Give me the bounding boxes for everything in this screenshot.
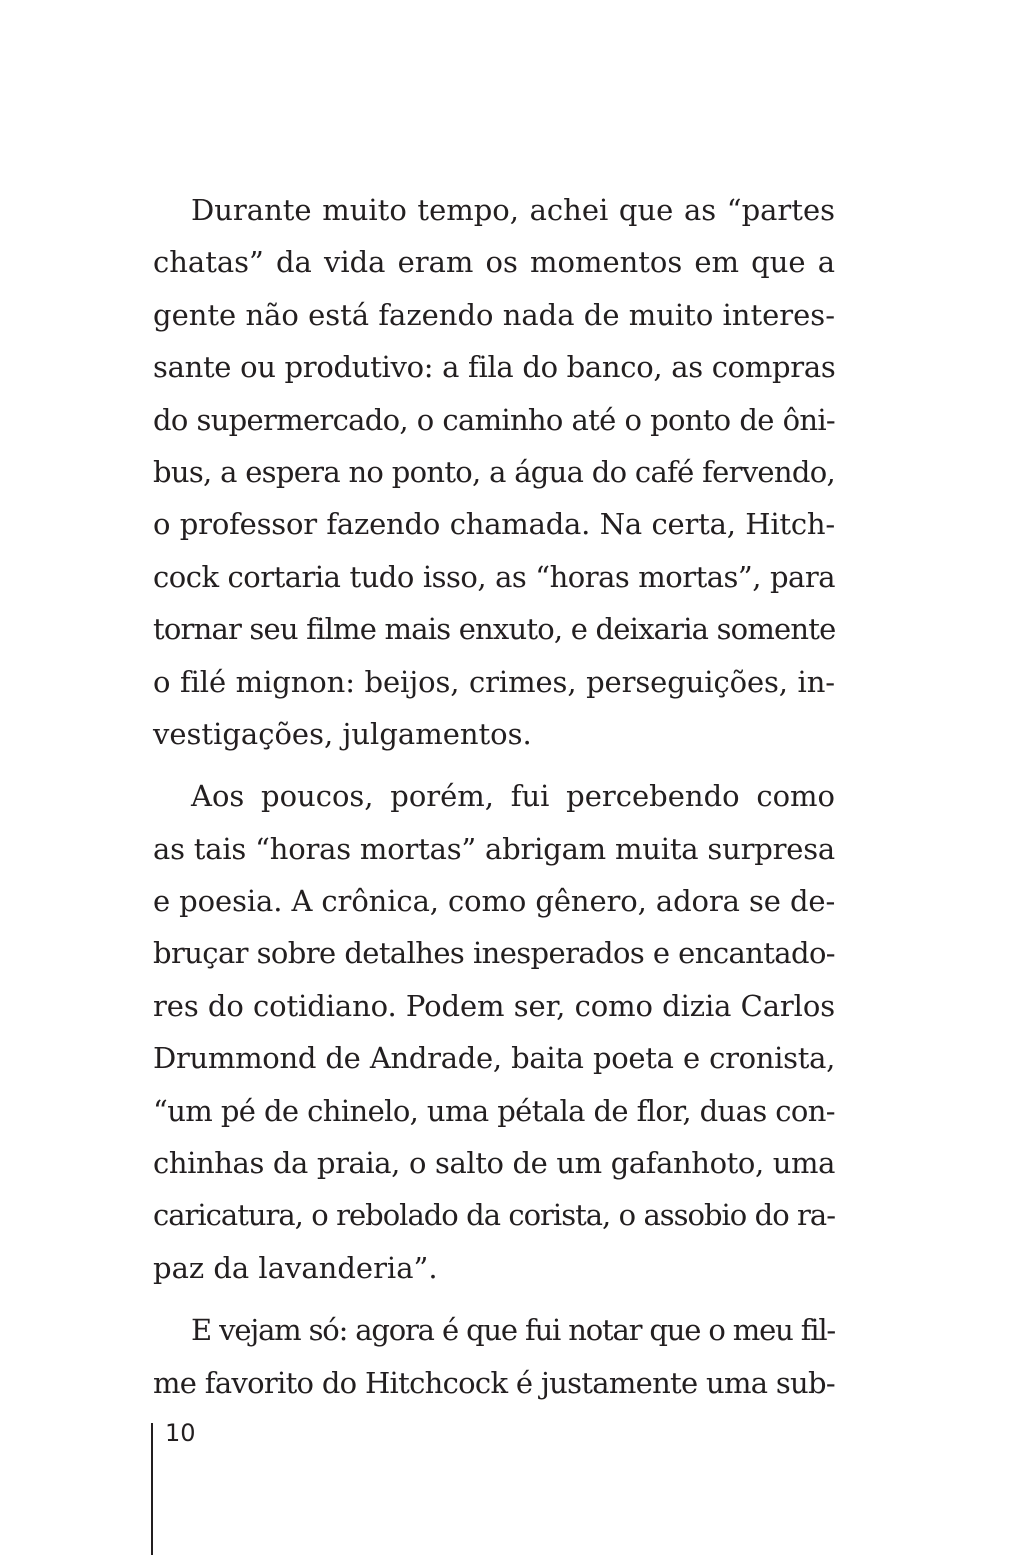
paragraph-2 [153, 770, 835, 1294]
text-line: o filé mignon: beijos, crimes, perseguições, in- [153, 664, 835, 699]
text-line: E vejam só: agora é que fui notar que o meu fil- [191, 1313, 835, 1348]
text-line: sante ou produtivo: a fila do banco, as compras [153, 350, 836, 385]
text-line: bus, a espera no ponto, a água do café fervendo, [153, 454, 835, 489]
page-number: 10 [165, 1419, 196, 1447]
text-line: “um pé de chinelo, uma pétala de flor, duas con- [153, 1093, 835, 1128]
text-line: paz da lavanderia”. [153, 1250, 438, 1285]
text-line: gente não está fazendo nada de muito interes- [153, 297, 835, 332]
text-line: Durante muito tempo, achei que as “partes [191, 193, 835, 227]
text-line: e poesia. A crônica, como gênero, adora se de- [153, 884, 836, 919]
text-line: do supermercado, o caminho até o ponto de ôni- [153, 402, 835, 437]
text-line: as tais “horas mortas” abrigam muita surpresa [153, 831, 835, 866]
paragraph-1 [153, 184, 835, 760]
paragraph-gap [153, 760, 835, 770]
text-line: me favorito do Hitchcock é justamente uma sub- [153, 1365, 835, 1400]
text-line: vestigações, julgamentos. [153, 716, 532, 751]
text-line: res do cotidiano. Podem ser, como dizia Carlos [153, 988, 835, 1023]
text-line: caricatura, o rebolado da corista, o assobio do ra- [153, 1198, 835, 1233]
text-line: Aos poucos, porém, fui percebendo como [191, 779, 835, 814]
text-line: bruçar sobre detalhes inesperados e encantado- [153, 936, 835, 971]
paragraph-gap [153, 1294, 835, 1304]
text-line: chatas” da vida eram os momentos em que a [153, 245, 835, 280]
folio-rule [151, 1423, 153, 1555]
text-line: cock cortaria tudo isso, as “horas mortas”, para [153, 559, 835, 594]
text-line: chinhas da praia, o salto de um gafanhoto, uma [153, 1146, 835, 1181]
text-line: Drummond de Andrade, baita poeta e cronista, [153, 1041, 835, 1076]
text-line: o professor fazendo chamada. Na certa, Hitch- [153, 507, 835, 542]
body-text [153, 184, 835, 1409]
text-line: tornar seu filme mais enxuto, e deixaria somente [153, 612, 836, 647]
paragraph-3 [153, 1304, 835, 1409]
